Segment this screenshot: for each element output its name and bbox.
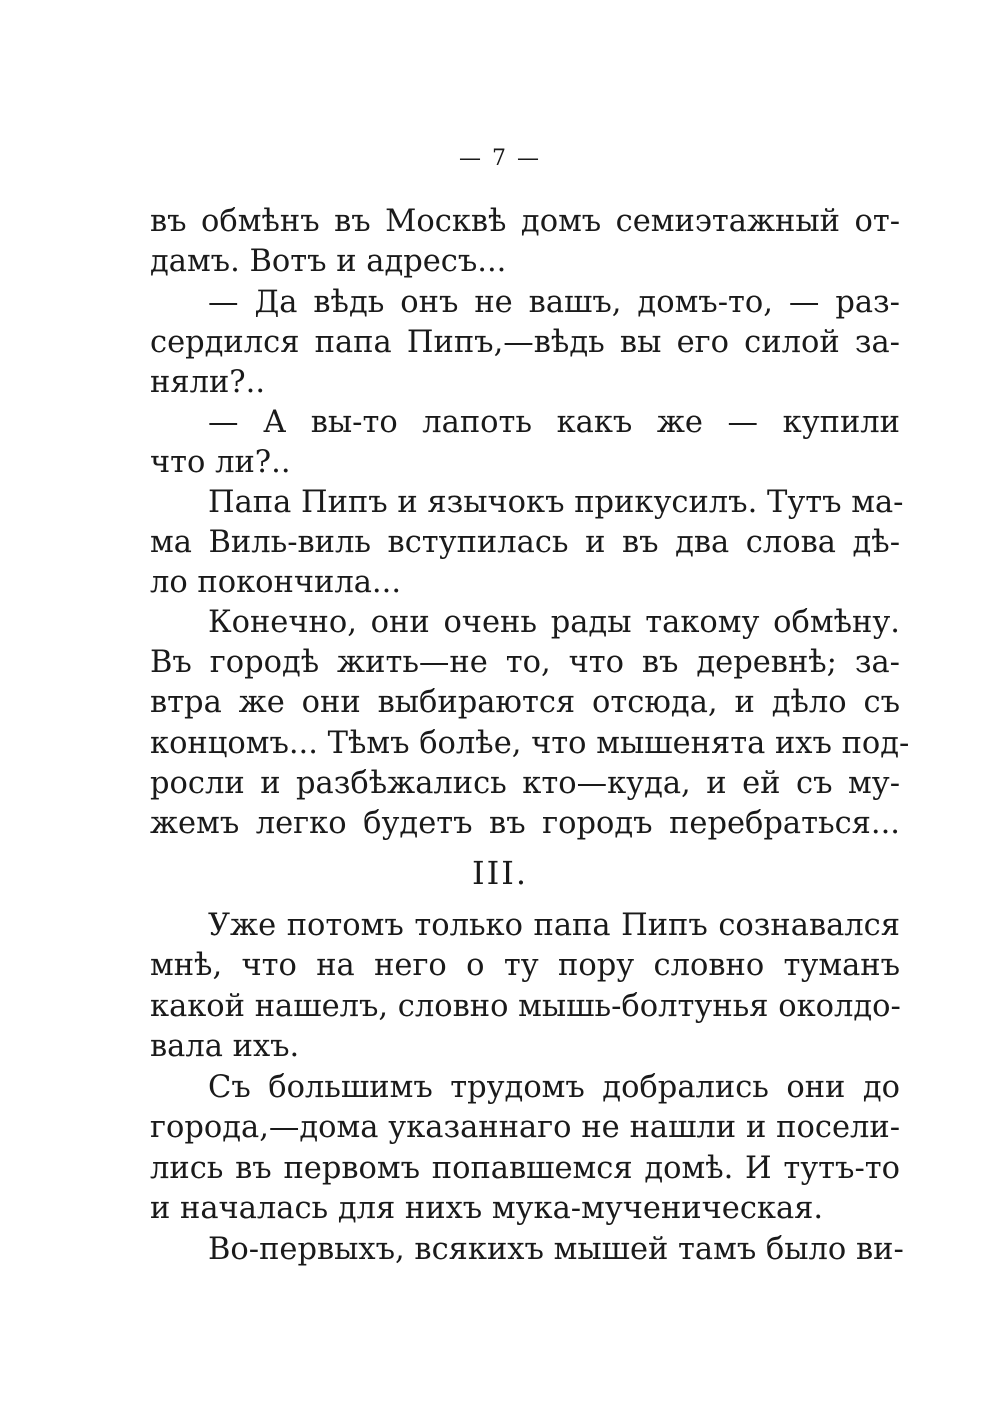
text-line: концомъ... Тѣмъ болѣе, что мышенята ихъ под-: [150, 726, 910, 761]
text-line: ло покончила...: [150, 565, 402, 600]
text-line: сердился папа Пипъ,—вѣдь вы его силой за-: [150, 325, 900, 360]
text-line: Уже потомъ только папа Пипъ сознавался: [208, 908, 900, 943]
text-line: жемъ легко будетъ въ городъ перебраться...: [150, 806, 900, 841]
text-line: вала ихъ.: [150, 1029, 300, 1064]
page-number: — 7 —: [459, 146, 541, 171]
text-line: — А вы-то лапоть какъ же — купили: [208, 405, 900, 440]
text-line: втра же они выбираются отсюда, и дѣло съ: [150, 685, 900, 720]
chapter-heading: III.: [471, 854, 529, 892]
text-line: Конечно, они очень рады такому обмѣну.: [208, 605, 900, 640]
text-line: Въ городѣ жить—не то, что въ деревнѣ; за-: [150, 645, 900, 680]
text-line: какой нашелъ, словно мышь-болтунья околдо-: [150, 989, 901, 1024]
text-line: — Да вѣдь онъ не вашъ, домъ-то, — раз-: [208, 285, 900, 320]
text-line: Папа Пипъ и язычокъ прикусилъ. Тутъ ма-: [208, 485, 904, 520]
text-line: что ли?..: [150, 445, 291, 480]
text-line: дамъ. Вотъ и адресъ...: [150, 244, 507, 279]
text-line: въ обмѣнъ въ Москвѣ домъ семиэтажный от-: [150, 204, 900, 239]
text-line: мнѣ, что на него о ту пору словно туманъ: [150, 948, 900, 983]
text-line: лись въ первомъ попавшемся домѣ. И тутъ-то: [150, 1151, 900, 1186]
text-line: Во-первыхъ, всякихъ мышей тамъ было ви-: [208, 1232, 904, 1267]
text-line: няли?..: [150, 365, 266, 400]
text-line: росли и разбѣжались кто—куда, и ей съ му-: [150, 766, 900, 801]
text-line: ма Виль-виль вступилась и въ два слова дѣ-: [150, 525, 900, 560]
text-line: города,—дома указаннаго не нашли и посели-: [150, 1110, 900, 1145]
text-line: Съ большимъ трудомъ добрались они до: [208, 1070, 900, 1105]
text-line: и началась для нихъ мука-мученическая.: [150, 1191, 824, 1226]
